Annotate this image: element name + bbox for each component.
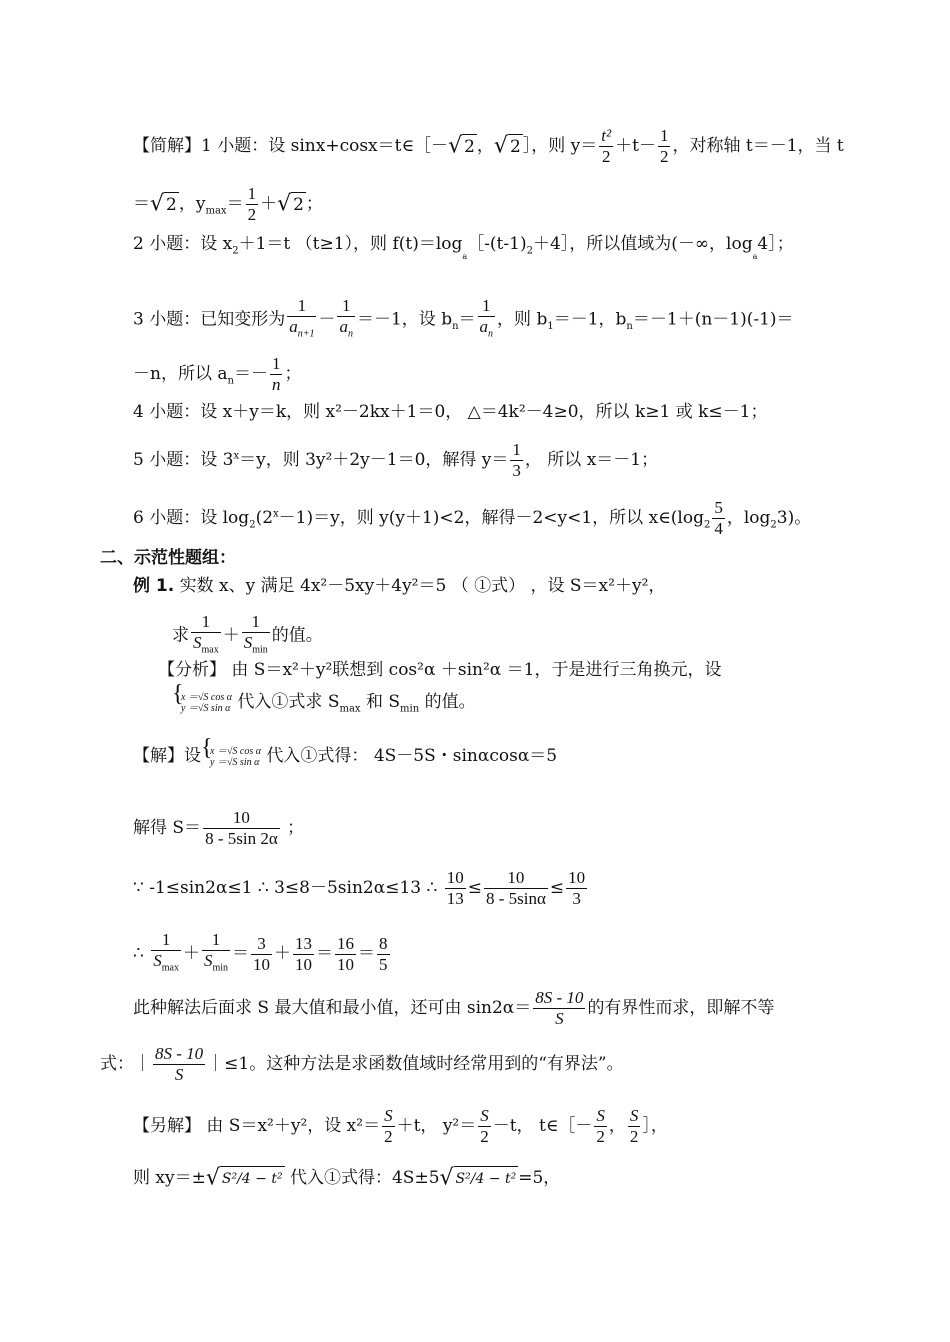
brief-line-3 (133, 232, 794, 269)
numerator: 8S - 10 (535, 988, 584, 1007)
fraction (293, 934, 314, 975)
subscript: n (452, 321, 459, 333)
example-1-ask (172, 612, 323, 660)
subscript: n+1 (297, 328, 315, 340)
numerator: 10 (232, 808, 250, 827)
system-row: y ＝√S sin α (210, 756, 260, 768)
denominator: 2 (596, 1127, 605, 1146)
text: 的值。 (271, 625, 323, 646)
text: 3)。 (776, 508, 812, 528)
fraction (377, 934, 390, 975)
fraction (484, 868, 548, 909)
numerator: 10 (568, 868, 586, 887)
fraction (658, 126, 671, 167)
sqrt-icon: √ (205, 1165, 220, 1191)
text: 由 S＝x²＋y²联想到 cos²α ＋sin²α ＝1，于是进行三角换元，设 (226, 660, 722, 680)
text: ］， (642, 1116, 668, 1136)
alt-label: 【另解】 (133, 1116, 201, 1136)
text: －t， t∈［－ (492, 1116, 593, 1136)
text: ＝－1，b (553, 309, 627, 330)
subscript: min (400, 703, 420, 715)
text: 代入①式得：4S±5 (284, 1168, 440, 1188)
fraction (478, 1106, 491, 1147)
text: ＋ (274, 943, 292, 964)
example-label: 例 1. (133, 576, 175, 596)
denominator: 2 (629, 1127, 639, 1146)
fraction (510, 440, 523, 481)
denominator (337, 316, 355, 344)
brief-line-8 (133, 498, 811, 539)
superscript: x (233, 450, 240, 462)
subscript: a (462, 252, 468, 261)
denominator (151, 950, 181, 978)
text: 由 S＝x²＋y²，设 x²＝ (201, 1116, 381, 1136)
denominator: 10 (295, 954, 313, 974)
denominator: 2 (480, 1127, 489, 1146)
system-row: { x ＝√S cos α (181, 691, 233, 703)
fraction (599, 126, 613, 167)
numerator: 1 (271, 354, 281, 373)
denominator (287, 316, 316, 344)
numerator: S (384, 1106, 393, 1125)
text: ＝－1，设 b (356, 309, 453, 330)
text: 求 (172, 625, 189, 646)
text: ＋t， y²＝ (396, 1116, 477, 1136)
text: ］，则 y＝ (522, 136, 598, 156)
text: ，log (726, 508, 771, 528)
text: a (479, 317, 489, 336)
text: a (289, 317, 298, 336)
text: ＝－ (233, 364, 268, 384)
subscript: min (212, 962, 229, 974)
denominator: 2 (384, 1127, 393, 1146)
numerator: 1 (341, 296, 351, 315)
denominator (202, 950, 230, 978)
numerator: 1 (482, 296, 491, 315)
text: S (203, 951, 213, 970)
subscript: max (205, 205, 227, 217)
numerator: 1 (512, 440, 521, 459)
subscript: max (201, 644, 219, 656)
text: ＝ (316, 943, 334, 964)
sqrt-icon: √ (493, 133, 508, 159)
fraction (270, 354, 283, 395)
system-row: { x ＝√S cos α (210, 745, 262, 757)
text: ＋ (260, 194, 278, 214)
subscript: 2 (249, 519, 256, 531)
fraction (382, 1106, 395, 1147)
text: ，y (178, 194, 206, 214)
denominator: 8 - 5sin 2α (205, 829, 278, 848)
text: ； (305, 194, 323, 214)
subscript: a (752, 252, 758, 261)
brief-line-1: 【简解】1 小题：设 sinx+cosx＝t∈［－√ 2 ，√ 2 ］，则 y＝ $\frac{\text{t²}}{2}$ ＋t－ $\frac{1}{2}$ ，对称轴 t＝－1，当 t (133, 126, 844, 166)
text: － (318, 309, 336, 330)
denominator: 2 (599, 146, 613, 167)
text: ［-(t-1) (467, 234, 527, 254)
fraction (153, 1044, 205, 1085)
solution-line (133, 744, 557, 768)
denominator: S (533, 1008, 585, 1029)
sqrt-arg: 2 (462, 134, 477, 159)
substitution-system (201, 746, 261, 768)
text: a (339, 317, 348, 336)
numerator: 16 (337, 933, 355, 953)
brief-label: 【简解】 (133, 136, 201, 156)
denominator: 8 - 5sinα (485, 889, 546, 908)
numerator: S (629, 1106, 639, 1125)
alt-solution-line-2 (133, 1166, 560, 1191)
text: 3 小题：已知变形为 (133, 309, 286, 330)
sqrt-icon: √ (150, 191, 165, 217)
superscript: x (273, 508, 279, 520)
fraction (203, 808, 280, 849)
text: 式：｜ (100, 1054, 151, 1074)
text: ＋ (222, 625, 240, 646)
numerator: 13 (295, 933, 313, 953)
text: ＝y，则 3y²＋2y－1＝0，解得 y＝ (239, 450, 509, 470)
text: ＝－1＋(n－1)(-1)＝ (632, 309, 794, 330)
denominator: 3 (566, 888, 587, 909)
text: ，对称轴 t＝－1，当 t (672, 136, 844, 156)
text: ≤ (467, 878, 482, 898)
subscript: n (488, 328, 494, 340)
text: ＝ (226, 194, 244, 214)
text: ｜≤1。这种方法是求函数值域时经常用到的“有界法”。 (207, 1054, 624, 1074)
fraction (191, 612, 221, 660)
sqrt-arg: 2 (164, 192, 179, 217)
subscript: 2 (232, 245, 239, 257)
numerator: 1 (297, 296, 307, 315)
fraction (246, 184, 259, 225)
fraction (335, 934, 356, 975)
numerator: 1 (247, 184, 257, 203)
numerator: 3 (257, 933, 266, 953)
brief-line-6: 4 小题：设 x＋y＝k，则 x²－2kx＋1＝0， △＝4k²－4≥0，所以 k≥1 或 k≤－1； (133, 402, 768, 422)
denominator: 3 (512, 461, 521, 480)
substitution-system (172, 692, 232, 714)
alt-solution-line (133, 1106, 668, 1147)
subscript: max (339, 703, 361, 715)
denominator: 10 (337, 954, 355, 974)
fraction (628, 1106, 641, 1147)
section-title: 二、示范性题组： (100, 548, 236, 568)
analysis-label: 【分析】 (158, 660, 226, 680)
sqrt-icon: √ (277, 191, 292, 217)
fraction (337, 296, 355, 344)
fraction (151, 930, 181, 978)
numerator: S (480, 1106, 489, 1125)
text: ＝ (133, 194, 150, 214)
numerator: 8S - 10 (155, 1044, 204, 1063)
denominator: 5 (379, 954, 388, 974)
subscript: 1 (547, 321, 554, 333)
text: 此种解法后面求 S 最大值和最小值，还可由 sin2α＝ (133, 998, 532, 1018)
text: ＝ (358, 943, 376, 964)
text: ＋4］，所以值域为(－∞，log (532, 234, 753, 254)
note-line-1 (133, 988, 774, 1029)
text: =5， (518, 1168, 561, 1188)
numerator: 1 (251, 612, 260, 631)
fraction (594, 1106, 607, 1147)
numerator: 5 (714, 498, 723, 517)
brief-line-7 (133, 440, 658, 481)
subscript: n (626, 321, 633, 333)
solution-label: 【解】设 (133, 746, 201, 766)
text: ； (284, 364, 302, 384)
sqrt-arg: S²/4 − t² (220, 1166, 285, 1191)
sqrt-icon: √ (448, 133, 463, 159)
numerator: 1 (201, 612, 211, 631)
brief-line-5 (133, 354, 301, 395)
text: 5 小题：设 3 (133, 450, 234, 470)
subscript: max (161, 962, 179, 974)
solve-line (133, 808, 304, 849)
text: 和 S (360, 692, 401, 712)
text: ＝ (232, 943, 250, 964)
fraction (287, 296, 316, 344)
numerator: 1 (211, 930, 221, 949)
text: 4］； (757, 234, 794, 254)
text: 代入①式得： 4S－5S・sinαcosα＝5 (261, 746, 558, 766)
numerator: 1 (161, 930, 171, 949)
text: ≤ (549, 878, 565, 898)
numerator: S (596, 1106, 605, 1125)
numerator: 10 (507, 868, 525, 887)
fraction (566, 868, 587, 909)
text: ， 所以 x＝－1； (524, 450, 659, 470)
fraction (445, 868, 466, 909)
fraction (251, 934, 272, 975)
sqrt-arg: S²/4 − t² (454, 1166, 519, 1191)
denominator: 4 (714, 519, 723, 538)
text: 实数 x、y 满足 4x²－5xy＋4y²＝5 （ ①式） ，设 S＝x²＋y²， (174, 576, 666, 596)
text: 的值。 (419, 692, 476, 712)
text: ，则 b (497, 309, 548, 330)
text: ， (608, 1116, 626, 1136)
fraction (478, 296, 496, 344)
numerator: 1 (659, 126, 669, 145)
text: S (193, 633, 202, 652)
text: 2 小题：设 x (133, 234, 233, 254)
text: －n，所以 a (133, 364, 228, 384)
text: 1 小题：设 sinx+cosx＝t∈［－ (201, 136, 449, 156)
subscript: n (227, 375, 234, 387)
analysis-line-2 (172, 690, 476, 721)
denominator: 13 (446, 889, 464, 908)
text: 解得 S＝ (133, 818, 202, 838)
text: 6 小题：设 log (133, 508, 250, 528)
subscript: n (347, 328, 353, 340)
brief-line-4 (133, 296, 794, 344)
numerator: 8 (379, 933, 388, 953)
subscript: min (252, 644, 268, 656)
note-line-2 (100, 1044, 624, 1085)
denominator: 2 (247, 205, 257, 224)
fraction (242, 612, 270, 660)
denominator: S (153, 1064, 205, 1085)
sqrt-icon: √ (439, 1165, 454, 1191)
subscript: 2 (703, 519, 711, 531)
numerator: t² (601, 126, 612, 145)
denominator: n (271, 375, 281, 394)
sqrt-arg: 2 (291, 192, 306, 217)
text: ＋t－ (615, 136, 656, 156)
denominator (191, 632, 221, 660)
text: ＋ (182, 943, 200, 964)
text: ∴ (133, 943, 144, 964)
subscript: 2 (770, 519, 777, 531)
fraction (202, 930, 230, 978)
text: (2 (255, 508, 274, 528)
sqrt-arg: 2 (508, 134, 523, 159)
example-1-line (133, 574, 665, 598)
fraction (712, 498, 725, 539)
denominator: 2 (659, 147, 669, 166)
fraction (533, 988, 585, 1029)
text: －1)＝y，则 y(y＋1)<2，解得－2<y<1，所以 x∈(log (278, 508, 704, 528)
brief-line-2 (133, 184, 323, 225)
inequality-line (133, 868, 589, 909)
numerator: 10 (446, 868, 464, 887)
denominator: 10 (253, 954, 271, 974)
text: ＝ (458, 309, 476, 330)
text: S (243, 633, 253, 652)
subscript: 2 (526, 245, 533, 257)
denominator (478, 316, 496, 344)
text: 的有界性而求，即解不等 (587, 998, 775, 1018)
text: 则 xy＝± (133, 1168, 206, 1188)
text: ； (281, 818, 305, 838)
text: ∵ -1≤sin2α≤1 ∴ 3≤8－5sin2α≤13 ∴ (133, 878, 438, 898)
text: S (153, 951, 162, 970)
system-row: y ＝√S sin α (181, 702, 231, 714)
text: ＋1＝t （t≥1），则 f(t)＝log (238, 234, 463, 254)
text: 代入①式求 S (232, 692, 340, 712)
denominator (242, 632, 270, 660)
analysis-line (158, 658, 721, 682)
result-line (133, 930, 392, 978)
